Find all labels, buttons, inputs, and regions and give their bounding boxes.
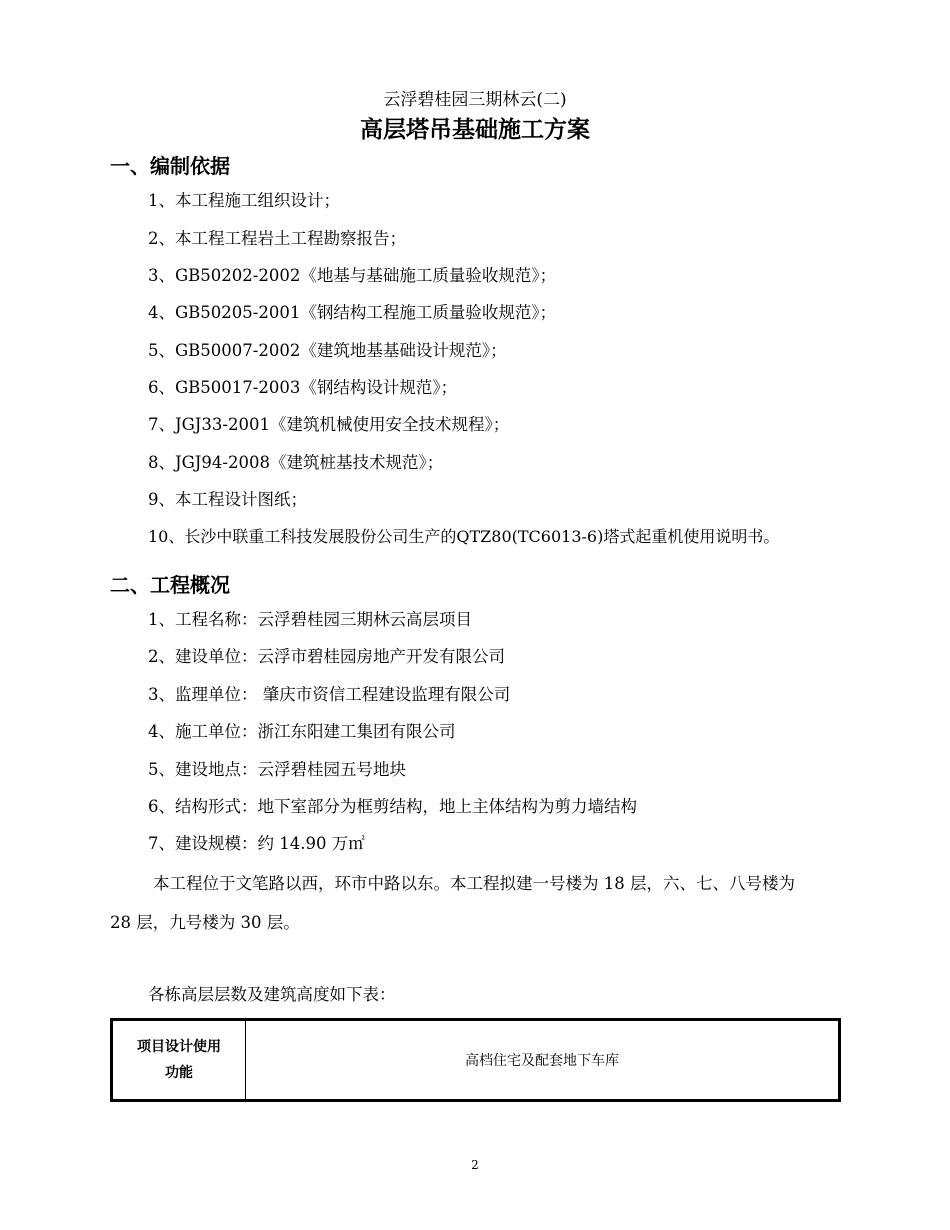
- basis-item-9: 9、本工程设计图纸；: [148, 490, 307, 509]
- document-subtitle: 云浮碧桂园三期林云(二): [383, 90, 567, 110]
- overview-paragraph-line-2: 28 层，九号楼为 30 层。: [110, 913, 300, 932]
- building-info-table: [110, 1018, 841, 1102]
- table-label-line-1: 项目设计使用: [137, 1039, 221, 1055]
- table-intro: 各栋高层层数及建筑高度如下表：: [148, 985, 396, 1004]
- page-number: 2: [471, 1158, 479, 1172]
- table-label-cell: [112, 1020, 246, 1101]
- basis-item-5: 5、GB50007-2002《建筑地基基础设计规范》；: [148, 341, 507, 360]
- basis-item-8: 8、JGJ94-2008《建筑桩基技术规范》；: [148, 453, 444, 472]
- overview-item-7: 7、建设规模：约 14.90 万㎡: [148, 834, 365, 853]
- basis-item-7: 7、JGJ33-2001《建筑机械使用安全技术规程》；: [148, 415, 510, 434]
- overview-item-1: 1、工程名称：云浮碧桂园三期林云高层项目: [148, 610, 472, 629]
- section-heading-basis: 一、编制依据: [110, 154, 230, 178]
- overview-item-6: 6、结构形式：地下室部分为框剪结构，地上主体结构为剪力墙结构: [148, 797, 637, 816]
- table-row: [112, 1020, 840, 1101]
- basis-item-4: 4、GB50205-2001《钢结构工程施工质量验收规范》；: [148, 303, 557, 322]
- basis-item-6: 6、GB50017-2003《钢结构设计规范》；: [148, 378, 458, 397]
- basis-item-3: 3、GB50202-2002《地基与基础施工质量验收规范》；: [148, 266, 557, 285]
- overview-paragraph-line-1: 本工程位于文笔路以西，环市中路以东。本工程拟建一号楼为 18 层，六、七、八号楼为: [153, 874, 795, 893]
- document-title: 高层塔吊基础施工方案: [360, 117, 590, 143]
- section-heading-overview: 二、工程概况: [110, 573, 230, 597]
- overview-item-5: 5、建设地点：云浮碧桂园五号地块: [148, 760, 406, 779]
- overview-item-2: 2、建设单位：云浮市碧桂园房地产开发有限公司: [148, 647, 505, 666]
- basis-item-10: 10、长沙中联重工科技发展股份公司生产的QTZ80(TC6013-6)塔式起重机使用说明书。: [148, 527, 780, 546]
- table-value-cell: 高档住宅及配套地下车库: [246, 1020, 840, 1101]
- overview-item-3: 3、监理单位： 肇庆市资信工程建设监理有限公司: [148, 685, 511, 704]
- basis-item-2: 2、本工程工程岩土工程勘察报告；: [148, 229, 406, 248]
- overview-item-4: 4、施工单位：浙江东阳建工集团有限公司: [148, 722, 456, 741]
- basis-item-1: 1、本工程施工组织设计；: [148, 191, 340, 210]
- table-label-line-2: 功能: [165, 1065, 193, 1081]
